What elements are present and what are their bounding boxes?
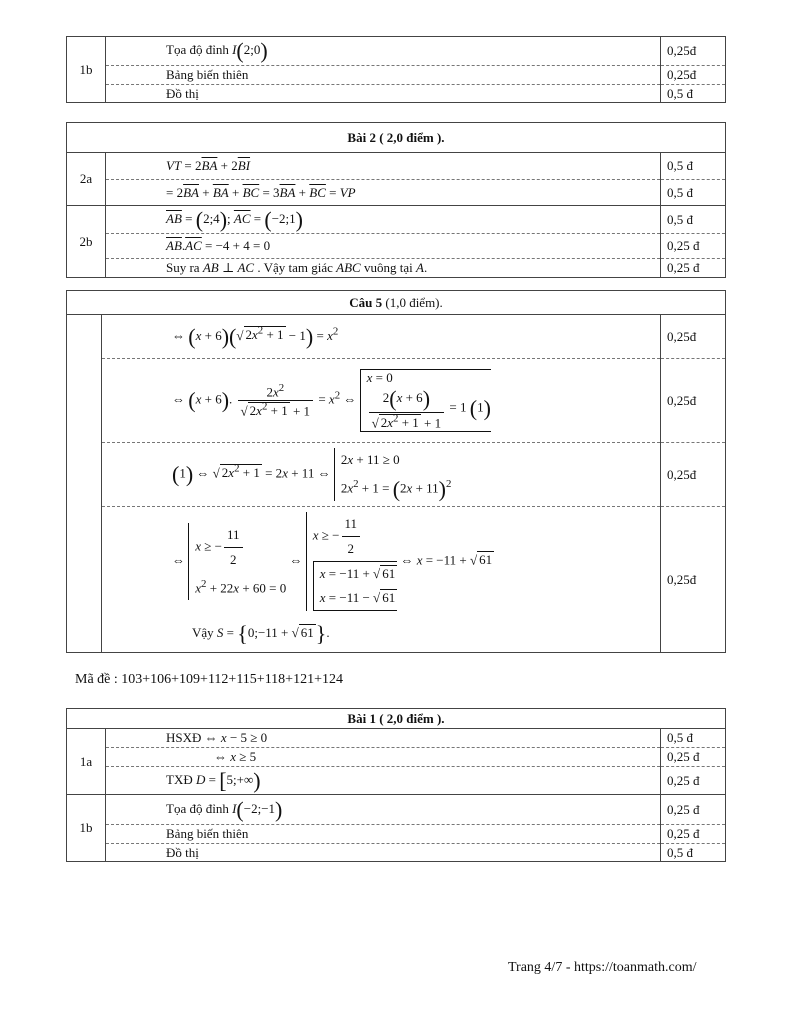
cell-score: 0,25 đ: [661, 825, 726, 844]
row-label: 2b: [67, 206, 106, 278]
cell-score: 0,25 đ: [661, 748, 726, 767]
row-label: [67, 315, 102, 653]
cell-text: VT = $2\overline{BA} + 2\overline{BI}$: [106, 153, 661, 180]
cell-text: = $2\overline{BA} + \overline{BA} + \overline{BC} = 3\overline{BA} + \overline{BC}$ = VP: [106, 180, 661, 206]
cell-score: 0,25đ: [661, 507, 726, 653]
cell-score: 0,25 đ: [661, 234, 726, 259]
cell-score: 0,25đ: [661, 37, 726, 66]
cell-text: Đồ thị: [106, 85, 661, 103]
cell-score: 0,25 đ: [661, 259, 726, 278]
ma-de-line: Mã đề : 103+106+109+112+115+118+121+124: [75, 672, 343, 687]
cell-score: 0,5 đ: [661, 729, 726, 748]
cell-text: ⇔ x ≥ − $\frac{11}{2}$ $x^2 + 22x + 60 = 0$ ⇔ x ≥ − $\frac{11}{2}$ x = −11 + √ 61 x = −11 − √ 61 ⇔ x = −11 + √ 61 Vậy S = {0;−11 + √ 61}.: [102, 507, 661, 653]
cell-score: 0,5 đ: [661, 153, 726, 180]
cell-text: Tọa độ đỉnh I(−2;−1): [106, 795, 661, 825]
cell-text: Suy ra AB ⊥ AC . Vậy tam giác ABC vuông tại A.: [106, 259, 661, 278]
cell-score: 0,5 đ: [661, 844, 726, 862]
cell-text: ⇔ (x + 6). $\frac{2x^2}{√ 2x^2 + 1 + 1}$ = $x^2$ ⇔ x = 0 $\frac{2(x + 6)}{√ 2x^2 + 1 + 1}$ = 1 (1): [102, 359, 661, 443]
cell-text: TXĐ D = [5;+∞): [106, 767, 661, 795]
cell-score: 0,25 đ: [661, 795, 726, 825]
row-label: 1a: [67, 729, 106, 795]
cell-text: Đồ thị: [106, 844, 661, 862]
cell-score: 0,25đ: [661, 443, 726, 507]
row-label: 1b: [67, 37, 106, 103]
cell-score: 0,5 đ: [661, 85, 726, 103]
row-label: 2a: [67, 153, 106, 206]
table-title: Bài 2 ( 2,0 điểm ).: [67, 123, 726, 153]
page-footer: Trang 4/7 - https://toanmath.com/: [508, 960, 697, 975]
cell-score: 0,25đ: [661, 359, 726, 443]
table-bai1: [66, 708, 726, 862]
formula-text: Tọa độ đỉnh I(2;0): [166, 38, 268, 63]
table-cau5: [66, 290, 726, 653]
cell-text: Bảng biến thiên: [106, 66, 661, 85]
cell-text: [106, 37, 661, 66]
cell-score: 0,5 đ: [661, 206, 726, 234]
cell-score: 0,25 đ: [661, 767, 726, 795]
cell-text: $\overline{AB}$ = (2;4); $\overline{AC}$ = (−2;1): [106, 206, 661, 234]
cell-text: $\overline{AB}.\overline{AC} = -4 + 4 = 0$: [106, 234, 661, 259]
table-bai2: [66, 122, 726, 278]
cell-text: Bảng biến thiên: [106, 825, 661, 844]
table-title: Câu 5 (1,0 điểm).: [67, 291, 726, 315]
cell-text: (1) ⇔ √ $2x^2 + 1 = 2x + 11$ ⇔ 2x + 11 ≥ 0 $2x^2 + 1 = (2x + 11)^2$: [102, 443, 661, 507]
cell-score: 0,25đ: [661, 315, 726, 359]
cell-text: ⇔ x ≥ 5: [106, 748, 661, 767]
cell-text: HSXĐ ⇔ x − 5 ≥ 0: [106, 729, 661, 748]
table-title: Bài 1 ( 2,0 điểm ).: [67, 709, 726, 729]
table-bai1-1b-top: [66, 36, 726, 103]
cell-text: ⇔ (x + 6)(√ $2x^2 + 1 - 1) = x^2$: [102, 315, 661, 359]
row-label: 1b: [67, 795, 106, 862]
cell-score: 0,25đ: [661, 66, 726, 85]
cell-score: 0,5 đ: [661, 180, 726, 206]
